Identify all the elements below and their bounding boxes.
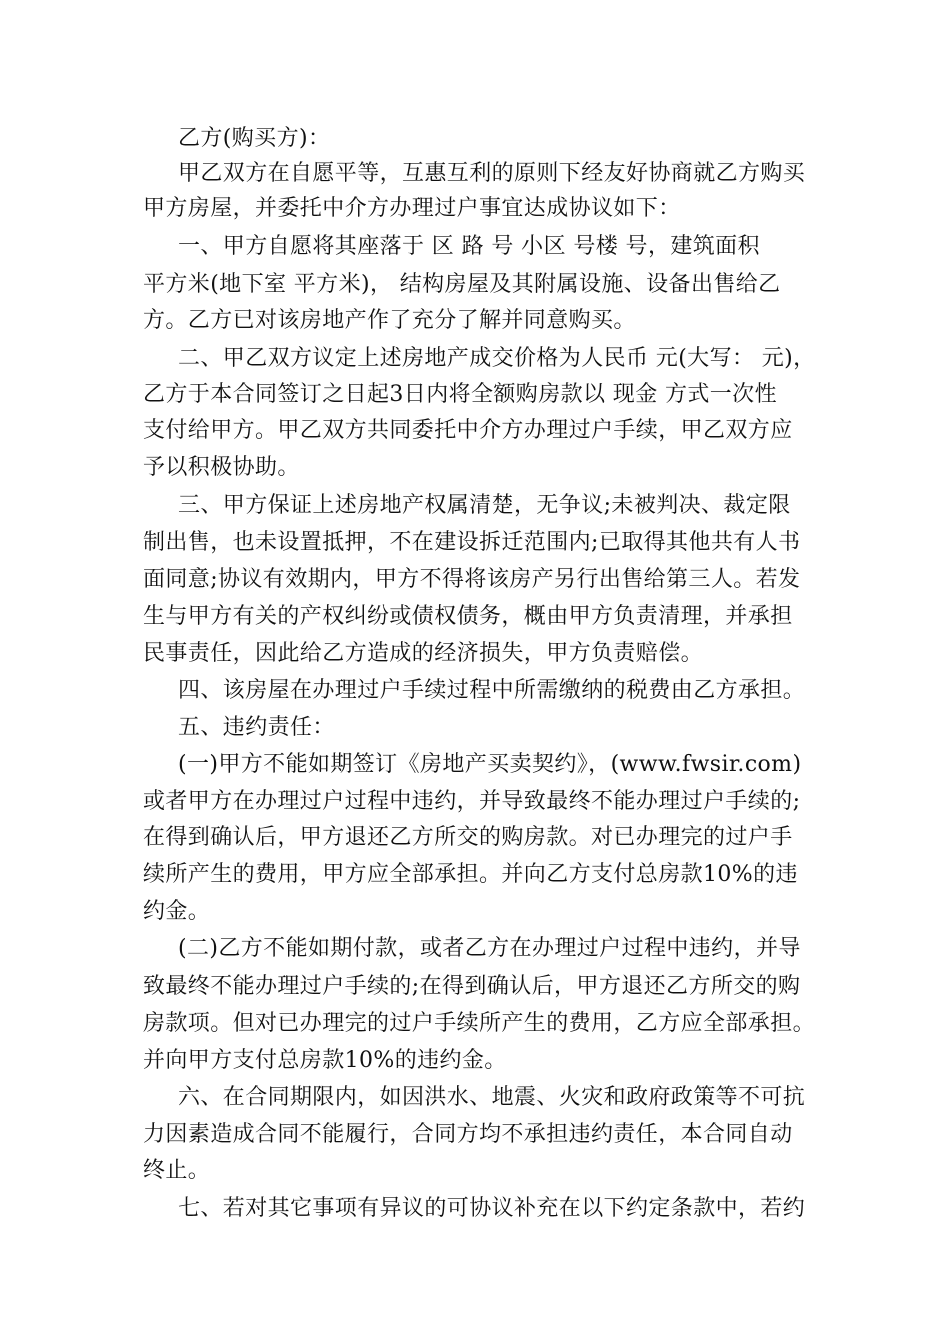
text-line: 生与甲方有关的产权纠纷或债权债务，概由甲方负责清理，并承担: [143, 604, 793, 629]
text-line: 五、违约责任：: [178, 715, 335, 740]
text-line: 予以积极协助。: [143, 455, 300, 480]
text-line: 并向甲方支付总房款10%的违约金。: [143, 1048, 507, 1073]
text-line: 面同意;协议有效期内，甲方不得将该房产另行出售给第三人。若发: [143, 567, 801, 592]
text-line: 四、该房屋在办理过户手续过程中所需缴纳的税费由乙方承担。: [178, 678, 806, 703]
text-line: 方。乙方已对该房地产作了充分了解并同意购买。: [143, 308, 636, 333]
text-line: 终止。: [143, 1158, 211, 1183]
text-line: 民事责任，因此给乙方造成的经济损失，甲方负责赔偿。: [143, 641, 704, 666]
text-line: 制出售，也未设置抵押，不在建设拆迁范围内;已取得其他共有人书: [143, 530, 801, 555]
text-line: 力因素造成合同不能履行，合同方均不承担违约责任，本合同自动: [143, 1122, 793, 1147]
text-line: 七、若对其它事项有异议的可协议补充在以下约定条款中，若约: [178, 1196, 806, 1221]
text-line: 甲方房屋，并委托中介方办理过户事宜达成协议如下：: [143, 196, 681, 221]
text-line: 房款项。但对已办理完的过户手续所产生的费用，乙方应全部承担。: [143, 1011, 816, 1036]
text-line: 甲乙双方在自愿平等，互惠互利的原则下经友好协商就乙方购买: [178, 161, 806, 186]
text-line: 乙方(购买方)：: [178, 126, 331, 151]
text-line: 在得到确认后，甲方退还乙方所交的购房款。对已办理完的过户手: [143, 825, 793, 850]
text-line: 或者甲方在办理过户过程中违约，并导致最终不能办理过户手续的;: [143, 789, 801, 814]
text-line: (一)甲方不能如期签订《房地产买卖契约》，(www.fwsir.com): [178, 752, 802, 777]
text-line: 支付给甲方。甲乙双方共同委托中介方办理过户手续，甲乙双方应: [143, 418, 793, 443]
text-line: 六、在合同期限内，如因洪水、地震、火灾和政府政策等不可抗: [178, 1085, 806, 1110]
text-line: 续所产生的费用，甲方应全部承担。并向乙方支付总房款10%的违: [143, 862, 798, 887]
text-line: 致最终不能办理过户手续的;在得到确认后，甲方退还乙方所交的购: [143, 974, 801, 999]
text-line: 三、甲方保证上述房地产权属清楚，无争议;未被判决、裁定限: [178, 493, 791, 518]
text-line: 约金。: [143, 899, 211, 924]
text-line: 平方米(地下室 平方米)， 结构房屋及其附属设施、设备出售给乙: [143, 272, 781, 297]
text-line: 二、甲乙双方议定上述房地产成交价格为人民币 元(大写： 元)，: [178, 346, 816, 371]
text-line: 乙方于本合同签订之日起3日内将全额购房款以 现金 方式一次性: [143, 382, 777, 407]
text-line: (二)乙方不能如期付款，或者乙方在办理过户过程中违约，并导: [178, 936, 801, 961]
text-line: 一、甲方自愿将其座落于 区 路 号 小区 号楼 号，建筑面积: [178, 234, 760, 259]
